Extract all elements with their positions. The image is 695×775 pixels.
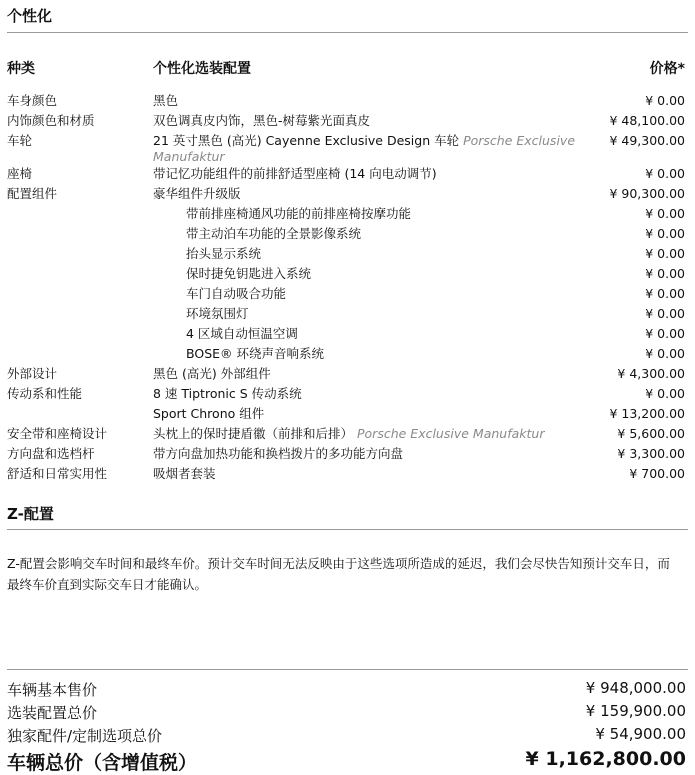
option-row bbox=[0, 426, 695, 446]
option-description bbox=[153, 466, 583, 482]
option-row bbox=[0, 466, 695, 486]
option-text: 环境氛围灯 bbox=[186, 306, 249, 321]
column-header-price: 价格* bbox=[649, 61, 685, 77]
option-description bbox=[186, 206, 616, 222]
option-subitem-row bbox=[0, 346, 695, 366]
option-subitem-row bbox=[0, 326, 695, 346]
option-row bbox=[0, 113, 695, 133]
option-category: 安全带和座椅设计 bbox=[7, 426, 108, 441]
summary-label: 选装配置总价 bbox=[7, 704, 98, 722]
option-price: ¥ 49,300.00 bbox=[609, 133, 685, 148]
option-category: 舒适和日常实用性 bbox=[7, 466, 108, 481]
option-text: 双色调真皮内饰，黑色-树莓紫光面真皮 bbox=[153, 113, 371, 128]
section-divider bbox=[7, 529, 688, 530]
column-header-options: 个性化选装配置 bbox=[153, 61, 251, 77]
option-price: ¥ 700.00 bbox=[629, 466, 685, 481]
option-description bbox=[153, 166, 583, 182]
option-row bbox=[0, 446, 695, 466]
option-price: ¥ 90,300.00 bbox=[609, 186, 685, 201]
summary-value: ¥ 159,900.00 bbox=[585, 702, 686, 720]
option-category: 外部设计 bbox=[7, 366, 58, 381]
option-text: 4 区域自动恒温空调 bbox=[186, 326, 298, 341]
option-subitem-row bbox=[0, 286, 695, 306]
option-text: 豪华组件升级版 bbox=[153, 186, 241, 201]
option-description bbox=[153, 186, 583, 202]
option-text: 21 英寸黑色 (高光) Cayenne Exclusive Design 车轮 bbox=[153, 133, 460, 148]
column-header-category: 种类 bbox=[7, 61, 35, 77]
option-text: 车门自动吸合功能 bbox=[186, 286, 287, 301]
summary-value: ¥ 1,162,800.00 bbox=[525, 748, 686, 770]
option-price: ¥ 3,300.00 bbox=[617, 446, 685, 461]
option-price: ¥ 0.00 bbox=[645, 306, 685, 321]
option-description bbox=[153, 133, 583, 165]
option-description bbox=[186, 346, 616, 362]
option-text: 黑色 bbox=[153, 93, 179, 108]
option-subitem-row bbox=[0, 246, 695, 266]
option-description bbox=[153, 386, 583, 402]
option-row bbox=[0, 366, 695, 386]
option-row bbox=[0, 93, 695, 113]
option-category: 内饰颜色和材质 bbox=[7, 113, 95, 128]
summary-label: 车辆总价（含增值税） bbox=[7, 752, 198, 774]
option-row bbox=[0, 186, 695, 206]
option-price: ¥ 0.00 bbox=[645, 346, 685, 361]
option-description bbox=[186, 226, 616, 242]
option-row bbox=[0, 166, 695, 186]
option-description bbox=[186, 306, 616, 322]
option-price: ¥ 48,100.00 bbox=[609, 113, 685, 128]
summary-label: 独家配件/定制选项总价 bbox=[7, 727, 163, 745]
option-price: ¥ 0.00 bbox=[645, 166, 685, 181]
option-text: 带记忆功能组件的前排舒适型座椅 (14 向电动调节) bbox=[153, 166, 437, 181]
brand-label: Porsche Exclusive Manufaktur bbox=[153, 133, 576, 164]
option-price: ¥ 0.00 bbox=[645, 226, 685, 241]
option-description bbox=[153, 446, 583, 462]
section-divider bbox=[7, 32, 688, 33]
option-category: 车轮 bbox=[7, 133, 33, 148]
option-price: ¥ 0.00 bbox=[645, 206, 685, 221]
summary-row bbox=[7, 702, 688, 724]
option-text: 带前排座椅通风功能的前排座椅按摩功能 bbox=[186, 206, 412, 221]
option-text: 吸烟者套装 bbox=[153, 466, 216, 481]
option-price: ¥ 0.00 bbox=[645, 246, 685, 261]
option-description bbox=[153, 366, 583, 382]
section-title-personalization: 个性化 bbox=[7, 7, 53, 25]
option-description bbox=[186, 246, 616, 262]
option-subitem-row bbox=[0, 206, 695, 226]
option-description bbox=[153, 93, 583, 109]
option-row bbox=[0, 133, 695, 164]
option-price: ¥ 4,300.00 bbox=[617, 366, 685, 381]
option-text: 带方向盘加热功能和换档拨片的多功能方向盘 bbox=[153, 446, 404, 461]
z-config-note: Z-配置会影响交车时间和最终车价。预计交车时间无法反映由于这些选项所造成的延迟，我们会尽快告知预计交车日，而最终车价直到实际交车日才能确认。 bbox=[7, 556, 670, 592]
summary-row bbox=[7, 725, 688, 747]
option-price: ¥ 5,600.00 bbox=[617, 426, 685, 441]
option-text: 头枕上的保时捷盾徽（前排和后排） bbox=[153, 426, 354, 441]
option-price: ¥ 0.00 bbox=[645, 266, 685, 281]
option-category: 车身颜色 bbox=[7, 93, 58, 108]
summary-row bbox=[7, 679, 688, 701]
option-description bbox=[153, 113, 583, 129]
option-description bbox=[153, 406, 583, 422]
option-text: Sport Chrono 组件 bbox=[153, 406, 265, 421]
option-text: 黑色 (高光) 外部组件 bbox=[153, 366, 271, 381]
brand-label: Porsche Exclusive Manufaktur bbox=[357, 426, 545, 441]
option-price: ¥ 0.00 bbox=[645, 386, 685, 401]
option-subitem-row bbox=[0, 306, 695, 326]
summary-label: 车辆基本售价 bbox=[7, 681, 98, 699]
summary-divider bbox=[7, 669, 688, 670]
option-price: ¥ 0.00 bbox=[645, 93, 685, 108]
option-category: 传动系和性能 bbox=[7, 386, 83, 401]
option-category: 座椅 bbox=[7, 166, 33, 181]
option-text: 保时捷免钥匙进入系统 bbox=[186, 266, 312, 281]
option-text: 带主动泊车功能的全景影像系统 bbox=[186, 226, 362, 241]
option-text: 抬头显示系统 bbox=[186, 246, 262, 261]
summary-total-row bbox=[7, 748, 688, 774]
option-category: 方向盘和选档杆 bbox=[7, 446, 95, 461]
option-text: 8 速 Tiptronic S 传动系统 bbox=[153, 386, 302, 401]
option-text: BOSE® 环绕声音响系统 bbox=[186, 346, 325, 361]
option-subitem-row bbox=[0, 266, 695, 286]
option-description bbox=[153, 426, 583, 442]
option-description bbox=[186, 326, 616, 342]
option-row bbox=[0, 406, 695, 426]
option-description bbox=[186, 266, 616, 282]
option-price: ¥ 0.00 bbox=[645, 286, 685, 301]
option-subitem-row bbox=[0, 226, 695, 246]
option-description bbox=[186, 286, 616, 302]
option-price: ¥ 0.00 bbox=[645, 326, 685, 341]
summary-value: ¥ 54,900.00 bbox=[595, 725, 686, 743]
section-title-z-config: Z-配置 bbox=[7, 505, 54, 523]
summary-value: ¥ 948,000.00 bbox=[585, 679, 686, 697]
option-price: ¥ 13,200.00 bbox=[609, 406, 685, 421]
option-row bbox=[0, 386, 695, 406]
option-category: 配置组件 bbox=[7, 186, 58, 201]
